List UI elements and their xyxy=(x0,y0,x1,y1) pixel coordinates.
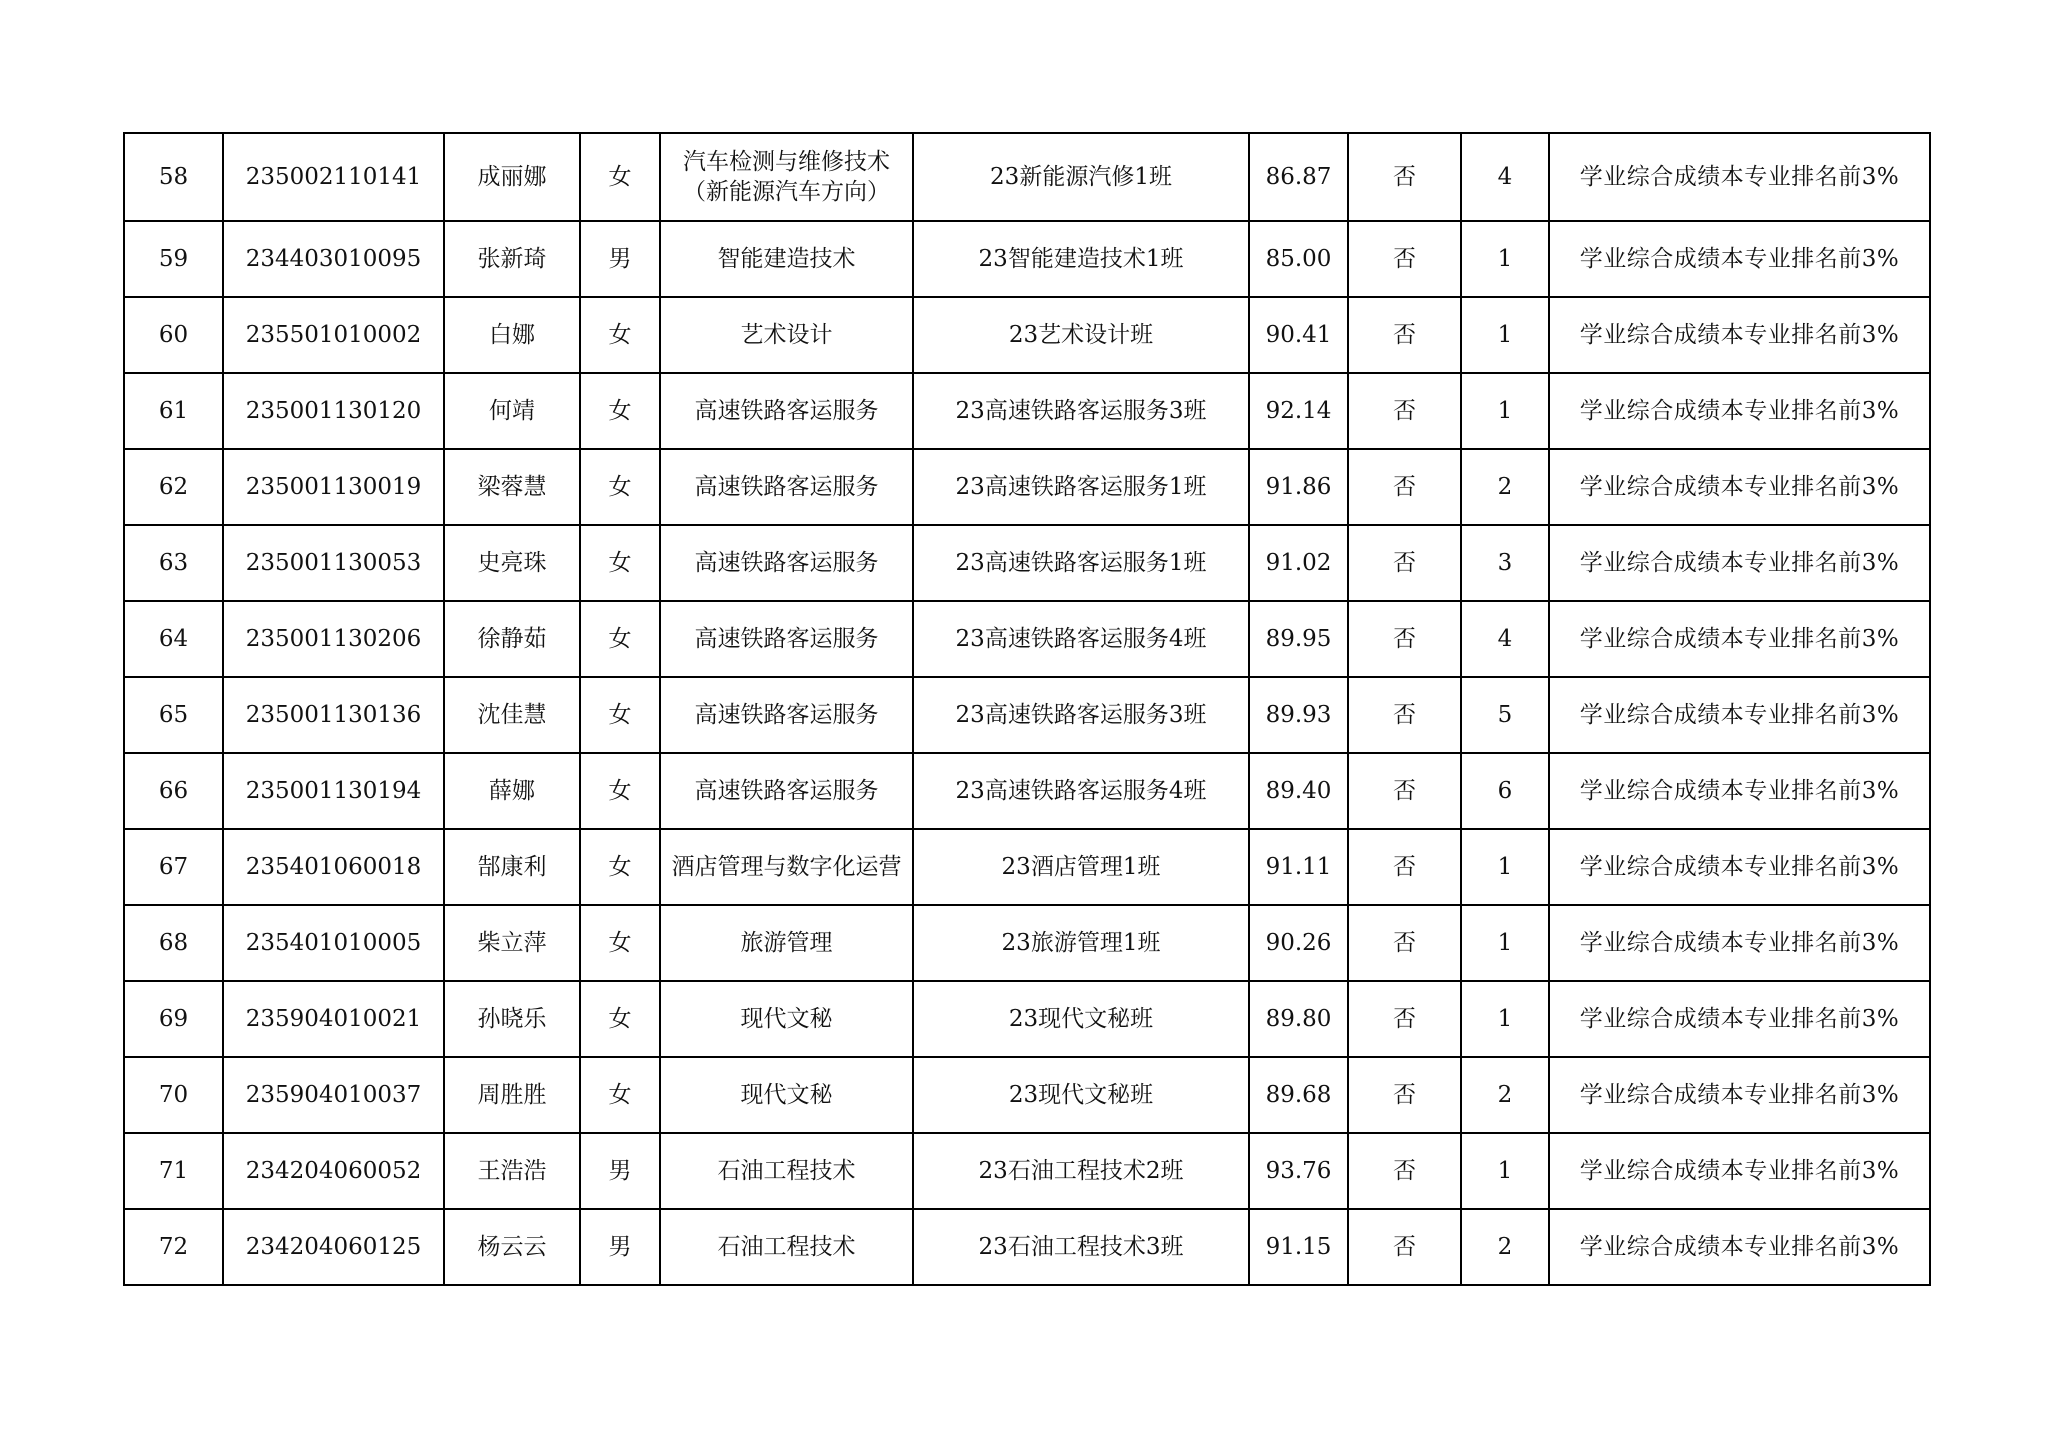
cell-student-id: 235401010005 xyxy=(223,905,444,981)
cell-name: 成丽娜 xyxy=(444,133,580,221)
cell-seq: 67 xyxy=(124,829,223,905)
table-row xyxy=(124,133,1930,221)
cell-name: 梁蓉慧 xyxy=(444,449,580,525)
table-row xyxy=(124,221,1930,297)
cell-note: 学业综合成绩本专业排名前3% xyxy=(1549,905,1930,981)
cell-sex: 女 xyxy=(580,601,660,677)
cell-student-id: 235501010002 xyxy=(223,297,444,373)
cell-flag: 否 xyxy=(1348,981,1461,1057)
cell-rank: 2 xyxy=(1461,1209,1549,1285)
table-row xyxy=(124,753,1930,829)
cell-flag: 否 xyxy=(1348,829,1461,905)
cell-sex: 女 xyxy=(580,677,660,753)
cell-note: 学业综合成绩本专业排名前3% xyxy=(1549,829,1930,905)
cell-class: 23高速铁路客运服务1班 xyxy=(913,449,1249,525)
cell-seq: 72 xyxy=(124,1209,223,1285)
cell-major: 高速铁路客运服务 xyxy=(660,449,913,525)
table-row xyxy=(124,829,1930,905)
cell-seq: 71 xyxy=(124,1133,223,1209)
cell-class: 23石油工程技术2班 xyxy=(913,1133,1249,1209)
cell-major: 高速铁路客运服务 xyxy=(660,677,913,753)
cell-name: 王浩浩 xyxy=(444,1133,580,1209)
cell-score: 91.15 xyxy=(1249,1209,1348,1285)
table-row xyxy=(124,297,1930,373)
cell-class: 23艺术设计班 xyxy=(913,297,1249,373)
cell-note: 学业综合成绩本专业排名前3% xyxy=(1549,297,1930,373)
cell-rank: 1 xyxy=(1461,221,1549,297)
cell-sex: 女 xyxy=(580,297,660,373)
cell-rank: 6 xyxy=(1461,753,1549,829)
cell-seq: 70 xyxy=(124,1057,223,1133)
cell-sex: 女 xyxy=(580,753,660,829)
cell-sex: 女 xyxy=(580,829,660,905)
cell-class: 23旅游管理1班 xyxy=(913,905,1249,981)
cell-class: 23现代文秘班 xyxy=(913,1057,1249,1133)
cell-major: 酒店管理与数字化运营 xyxy=(660,829,913,905)
cell-student-id: 235001130053 xyxy=(223,525,444,601)
table-row xyxy=(124,601,1930,677)
cell-flag: 否 xyxy=(1348,677,1461,753)
cell-note: 学业综合成绩本专业排名前3% xyxy=(1549,601,1930,677)
cell-score: 89.95 xyxy=(1249,601,1348,677)
cell-major: 高速铁路客运服务 xyxy=(660,525,913,601)
cell-class: 23石油工程技术3班 xyxy=(913,1209,1249,1285)
cell-flag: 否 xyxy=(1348,297,1461,373)
cell-sex: 男 xyxy=(580,1209,660,1285)
cell-sex: 女 xyxy=(580,133,660,221)
cell-rank: 2 xyxy=(1461,1057,1549,1133)
cell-note: 学业综合成绩本专业排名前3% xyxy=(1549,525,1930,601)
cell-rank: 1 xyxy=(1461,1133,1549,1209)
cell-student-id: 235001130019 xyxy=(223,449,444,525)
table-row xyxy=(124,1057,1930,1133)
cell-rank: 1 xyxy=(1461,297,1549,373)
cell-score: 91.86 xyxy=(1249,449,1348,525)
cell-name: 周胜胜 xyxy=(444,1057,580,1133)
cell-sex: 男 xyxy=(580,221,660,297)
cell-score: 89.40 xyxy=(1249,753,1348,829)
cell-sex: 女 xyxy=(580,905,660,981)
cell-seq: 60 xyxy=(124,297,223,373)
cell-rank: 1 xyxy=(1461,373,1549,449)
cell-student-id: 234204060052 xyxy=(223,1133,444,1209)
cell-note: 学业综合成绩本专业排名前3% xyxy=(1549,677,1930,753)
cell-rank: 3 xyxy=(1461,525,1549,601)
table-row xyxy=(124,905,1930,981)
cell-major: 艺术设计 xyxy=(660,297,913,373)
cell-flag: 否 xyxy=(1348,905,1461,981)
cell-class: 23智能建造技术1班 xyxy=(913,221,1249,297)
cell-seq: 68 xyxy=(124,905,223,981)
cell-note: 学业综合成绩本专业排名前3% xyxy=(1549,133,1930,221)
cell-name: 白娜 xyxy=(444,297,580,373)
cell-sex: 女 xyxy=(580,981,660,1057)
cell-score: 85.00 xyxy=(1249,221,1348,297)
cell-flag: 否 xyxy=(1348,221,1461,297)
cell-name: 沈佳慧 xyxy=(444,677,580,753)
cell-class: 23高速铁路客运服务4班 xyxy=(913,601,1249,677)
cell-seq: 59 xyxy=(124,221,223,297)
cell-sex: 女 xyxy=(580,1057,660,1133)
cell-score: 89.93 xyxy=(1249,677,1348,753)
table-row xyxy=(124,1209,1930,1285)
cell-rank: 1 xyxy=(1461,905,1549,981)
cell-seq: 65 xyxy=(124,677,223,753)
cell-sex: 女 xyxy=(580,449,660,525)
cell-score: 90.26 xyxy=(1249,905,1348,981)
cell-rank: 1 xyxy=(1461,981,1549,1057)
cell-name: 杨云云 xyxy=(444,1209,580,1285)
cell-class: 23新能源汽修1班 xyxy=(913,133,1249,221)
cell-class: 23现代文秘班 xyxy=(913,981,1249,1057)
cell-sex: 男 xyxy=(580,1133,660,1209)
cell-flag: 否 xyxy=(1348,753,1461,829)
cell-class: 23酒店管理1班 xyxy=(913,829,1249,905)
cell-name: 郜康利 xyxy=(444,829,580,905)
cell-rank: 5 xyxy=(1461,677,1549,753)
cell-name: 薛娜 xyxy=(444,753,580,829)
cell-sex: 女 xyxy=(580,525,660,601)
cell-seq: 69 xyxy=(124,981,223,1057)
student-roster-table xyxy=(123,132,1931,1286)
cell-major: 智能建造技术 xyxy=(660,221,913,297)
cell-rank: 2 xyxy=(1461,449,1549,525)
table-row xyxy=(124,373,1930,449)
cell-rank: 4 xyxy=(1461,133,1549,221)
cell-major: 旅游管理 xyxy=(660,905,913,981)
cell-sex: 女 xyxy=(580,373,660,449)
cell-name: 徐静茹 xyxy=(444,601,580,677)
cell-class: 23高速铁路客运服务3班 xyxy=(913,373,1249,449)
cell-note: 学业综合成绩本专业排名前3% xyxy=(1549,373,1930,449)
cell-flag: 否 xyxy=(1348,449,1461,525)
cell-major: 石油工程技术 xyxy=(660,1209,913,1285)
cell-student-id: 235904010021 xyxy=(223,981,444,1057)
cell-student-id: 235001130136 xyxy=(223,677,444,753)
table-row xyxy=(124,525,1930,601)
cell-student-id: 234403010095 xyxy=(223,221,444,297)
cell-flag: 否 xyxy=(1348,601,1461,677)
cell-score: 93.76 xyxy=(1249,1133,1348,1209)
cell-major: 石油工程技术 xyxy=(660,1133,913,1209)
cell-note: 学业综合成绩本专业排名前3% xyxy=(1549,1209,1930,1285)
cell-score: 91.02 xyxy=(1249,525,1348,601)
table-row xyxy=(124,677,1930,753)
cell-major: 高速铁路客运服务 xyxy=(660,601,913,677)
cell-major: 现代文秘 xyxy=(660,1057,913,1133)
cell-score: 89.80 xyxy=(1249,981,1348,1057)
cell-score: 90.41 xyxy=(1249,297,1348,373)
table-row xyxy=(124,449,1930,525)
cell-flag: 否 xyxy=(1348,133,1461,221)
cell-flag: 否 xyxy=(1348,1209,1461,1285)
cell-rank: 1 xyxy=(1461,829,1549,905)
cell-major: 高速铁路客运服务 xyxy=(660,373,913,449)
cell-class: 23高速铁路客运服务1班 xyxy=(913,525,1249,601)
cell-note: 学业综合成绩本专业排名前3% xyxy=(1549,1133,1930,1209)
cell-student-id: 235001130120 xyxy=(223,373,444,449)
cell-flag: 否 xyxy=(1348,1057,1461,1133)
cell-seq: 58 xyxy=(124,133,223,221)
cell-seq: 62 xyxy=(124,449,223,525)
cell-student-id: 235401060018 xyxy=(223,829,444,905)
cell-name: 张新琦 xyxy=(444,221,580,297)
cell-student-id: 235002110141 xyxy=(223,133,444,221)
cell-name: 孙晓乐 xyxy=(444,981,580,1057)
cell-seq: 66 xyxy=(124,753,223,829)
cell-student-id: 235001130194 xyxy=(223,753,444,829)
cell-flag: 否 xyxy=(1348,525,1461,601)
cell-student-id: 234204060125 xyxy=(223,1209,444,1285)
cell-flag: 否 xyxy=(1348,373,1461,449)
table-row xyxy=(124,981,1930,1057)
cell-name: 史亮珠 xyxy=(444,525,580,601)
cell-rank: 4 xyxy=(1461,601,1549,677)
cell-class: 23高速铁路客运服务3班 xyxy=(913,677,1249,753)
cell-score: 91.11 xyxy=(1249,829,1348,905)
cell-seq: 63 xyxy=(124,525,223,601)
cell-note: 学业综合成绩本专业排名前3% xyxy=(1549,449,1930,525)
cell-name: 何靖 xyxy=(444,373,580,449)
cell-major: 现代文秘 xyxy=(660,981,913,1057)
cell-note: 学业综合成绩本专业排名前3% xyxy=(1549,1057,1930,1133)
cell-score: 86.87 xyxy=(1249,133,1348,221)
cell-major: 高速铁路客运服务 xyxy=(660,753,913,829)
cell-name: 柴立萍 xyxy=(444,905,580,981)
cell-score: 92.14 xyxy=(1249,373,1348,449)
cell-major: 汽车检测与维修技术（新能源汽车方向） xyxy=(660,133,913,221)
cell-seq: 64 xyxy=(124,601,223,677)
cell-student-id: 235904010037 xyxy=(223,1057,444,1133)
cell-note: 学业综合成绩本专业排名前3% xyxy=(1549,753,1930,829)
cell-flag: 否 xyxy=(1348,1133,1461,1209)
cell-student-id: 235001130206 xyxy=(223,601,444,677)
cell-score: 89.68 xyxy=(1249,1057,1348,1133)
cell-class: 23高速铁路客运服务4班 xyxy=(913,753,1249,829)
table-row xyxy=(124,1133,1930,1209)
cell-note: 学业综合成绩本专业排名前3% xyxy=(1549,221,1930,297)
cell-seq: 61 xyxy=(124,373,223,449)
cell-note: 学业综合成绩本专业排名前3% xyxy=(1549,981,1930,1057)
